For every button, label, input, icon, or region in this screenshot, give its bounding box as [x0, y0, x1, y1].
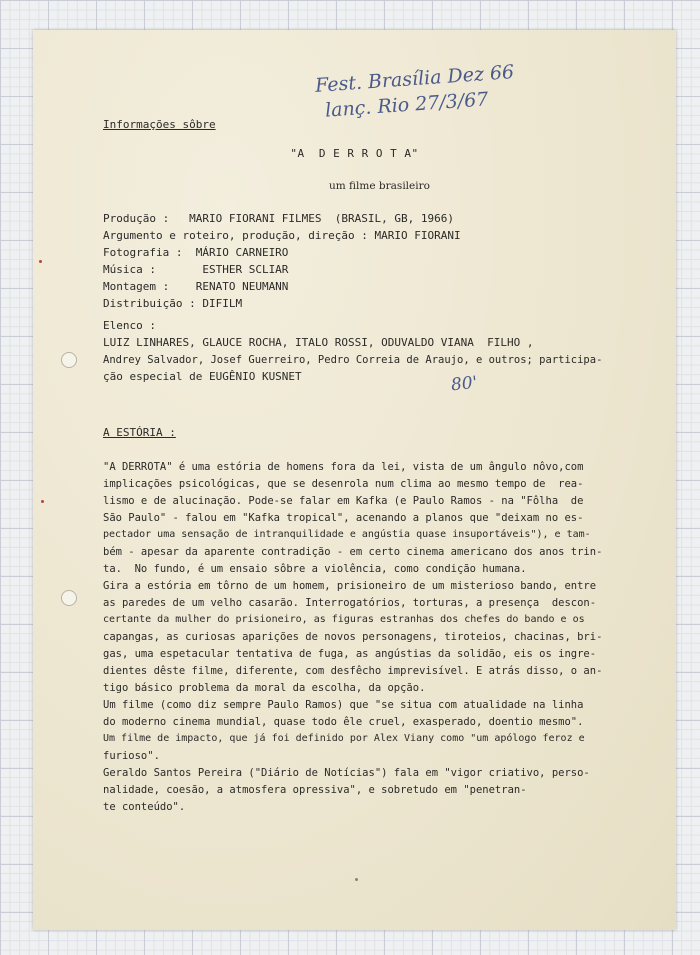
credit-production: Produção : MARIO FIORANI FILMES (BRASIL, GB, 1966): [103, 212, 454, 225]
handwritten-note-line2: lanç. Rio 27/3/67: [324, 88, 490, 122]
story-line: Um filme de impacto, que já foi definido por Alex Viany como "um apólogo feroz e: [103, 733, 585, 744]
story-line: furioso".: [103, 750, 160, 762]
cast-line: LUIZ LINHARES, GLAUCE ROCHA, ITALO ROSSI, ODUVALDO VIANA FILHO ,: [103, 336, 534, 349]
credit-distribution: Distribuição : DIFILM: [103, 297, 243, 310]
story-line: bém - apesar da aparente contradição - em certo cinema americano dos anos trin-: [103, 546, 603, 558]
story-line: tigo básico problema da moral da escolha, da opção.: [103, 682, 426, 694]
story-line: te conteúdo".: [103, 801, 186, 813]
story-line: Um filme (como diz sempre Paulo Ramos) que "se situa com atualidade na linha: [103, 699, 584, 711]
story-line: São Paulo" - falou em "Kafka tropical", acenando a planos que "deixam no es-: [103, 512, 584, 524]
story-line: gas, uma espetacular tentativa de fuga, as angústias da solidão, eis os ingre-: [103, 648, 597, 660]
paper-speck: [39, 260, 42, 263]
film-subtitle: um filme brasileiro: [329, 180, 430, 192]
story-line: Gira a estória em tôrno de um homem, prisioneiro de um misterioso bando, entre: [103, 580, 597, 592]
story-line: dientes dêste filme, diferente, com desfêcho imprevisível. E atrás disso, o an-: [103, 665, 603, 677]
document-sheet: [33, 30, 676, 930]
story-line: capangas, as curiosas aparições de novos personagens, tiroteios, chacinas, bri-: [103, 631, 603, 643]
punch-hole: [61, 352, 77, 368]
punch-hole: [61, 590, 77, 606]
credit-editing: Montagem : RENATO NEUMANN: [103, 280, 289, 293]
credit-direction: Argumento e roteiro, produção, direção : MARIO FIORANI: [103, 229, 461, 242]
paper-speck: [41, 500, 44, 503]
story-line: Geraldo Santos Pereira ("Diário de Notícias") fala em "vigor criativo, perso-: [103, 767, 590, 779]
info-heading: Informações sôbre: [103, 118, 216, 131]
handwritten-runtime-note: 80': [450, 372, 479, 396]
credit-photography: Fotografia : MÁRIO CARNEIRO: [103, 246, 289, 259]
story-line: do moderno cinema mundial, quase todo êle cruel, exasperado, doentio mesmo".: [103, 716, 584, 728]
story-line: nalidade, coesão, a atmosfera opressiva", e sobretudo em "penetran-: [103, 784, 527, 796]
story-line: ta. No fundo, é um ensaio sôbre a violência, como condição humana.: [103, 563, 527, 575]
cast-line: Andrey Salvador, Josef Guerreiro, Pedro Correia de Araujo, e outros; participa-: [103, 354, 603, 366]
credit-music: Música : ESTHER SCLIAR: [103, 263, 289, 276]
film-title: "A D E R R O T A": [290, 147, 419, 160]
story-line: as paredes de um velho casarão. Interrogatórios, torturas, a presença descon-: [103, 597, 597, 609]
cast-label: Elenco :: [103, 319, 156, 332]
story-line: lismo e de alucinação. Pode-se falar em Kafka (e Paulo Ramos - na "Fôlha de: [103, 495, 584, 507]
story-line: "A DERROTA" é uma estória de homens fora da lei, vista de um ângulo nôvo,com: [103, 461, 584, 473]
paper-speck: [355, 878, 358, 881]
handwritten-note-line1: Fest. Brasília Dez 66: [314, 61, 515, 97]
story-line: pectador uma sensação de intranquilidade e angústia quase insuportáveis"), e tam-: [103, 529, 591, 540]
story-line: implicações psicológicas, que se desenrola num clima ao mesmo tempo de rea-: [103, 478, 584, 490]
story-line: certante da mulher do prisioneiro, as figuras estranhas dos chefes do bando e os: [103, 614, 585, 625]
cast-line: ção especial de EUGÊNIO KUSNET: [103, 370, 302, 383]
story-heading: A ESTÓRIA :: [103, 426, 176, 439]
